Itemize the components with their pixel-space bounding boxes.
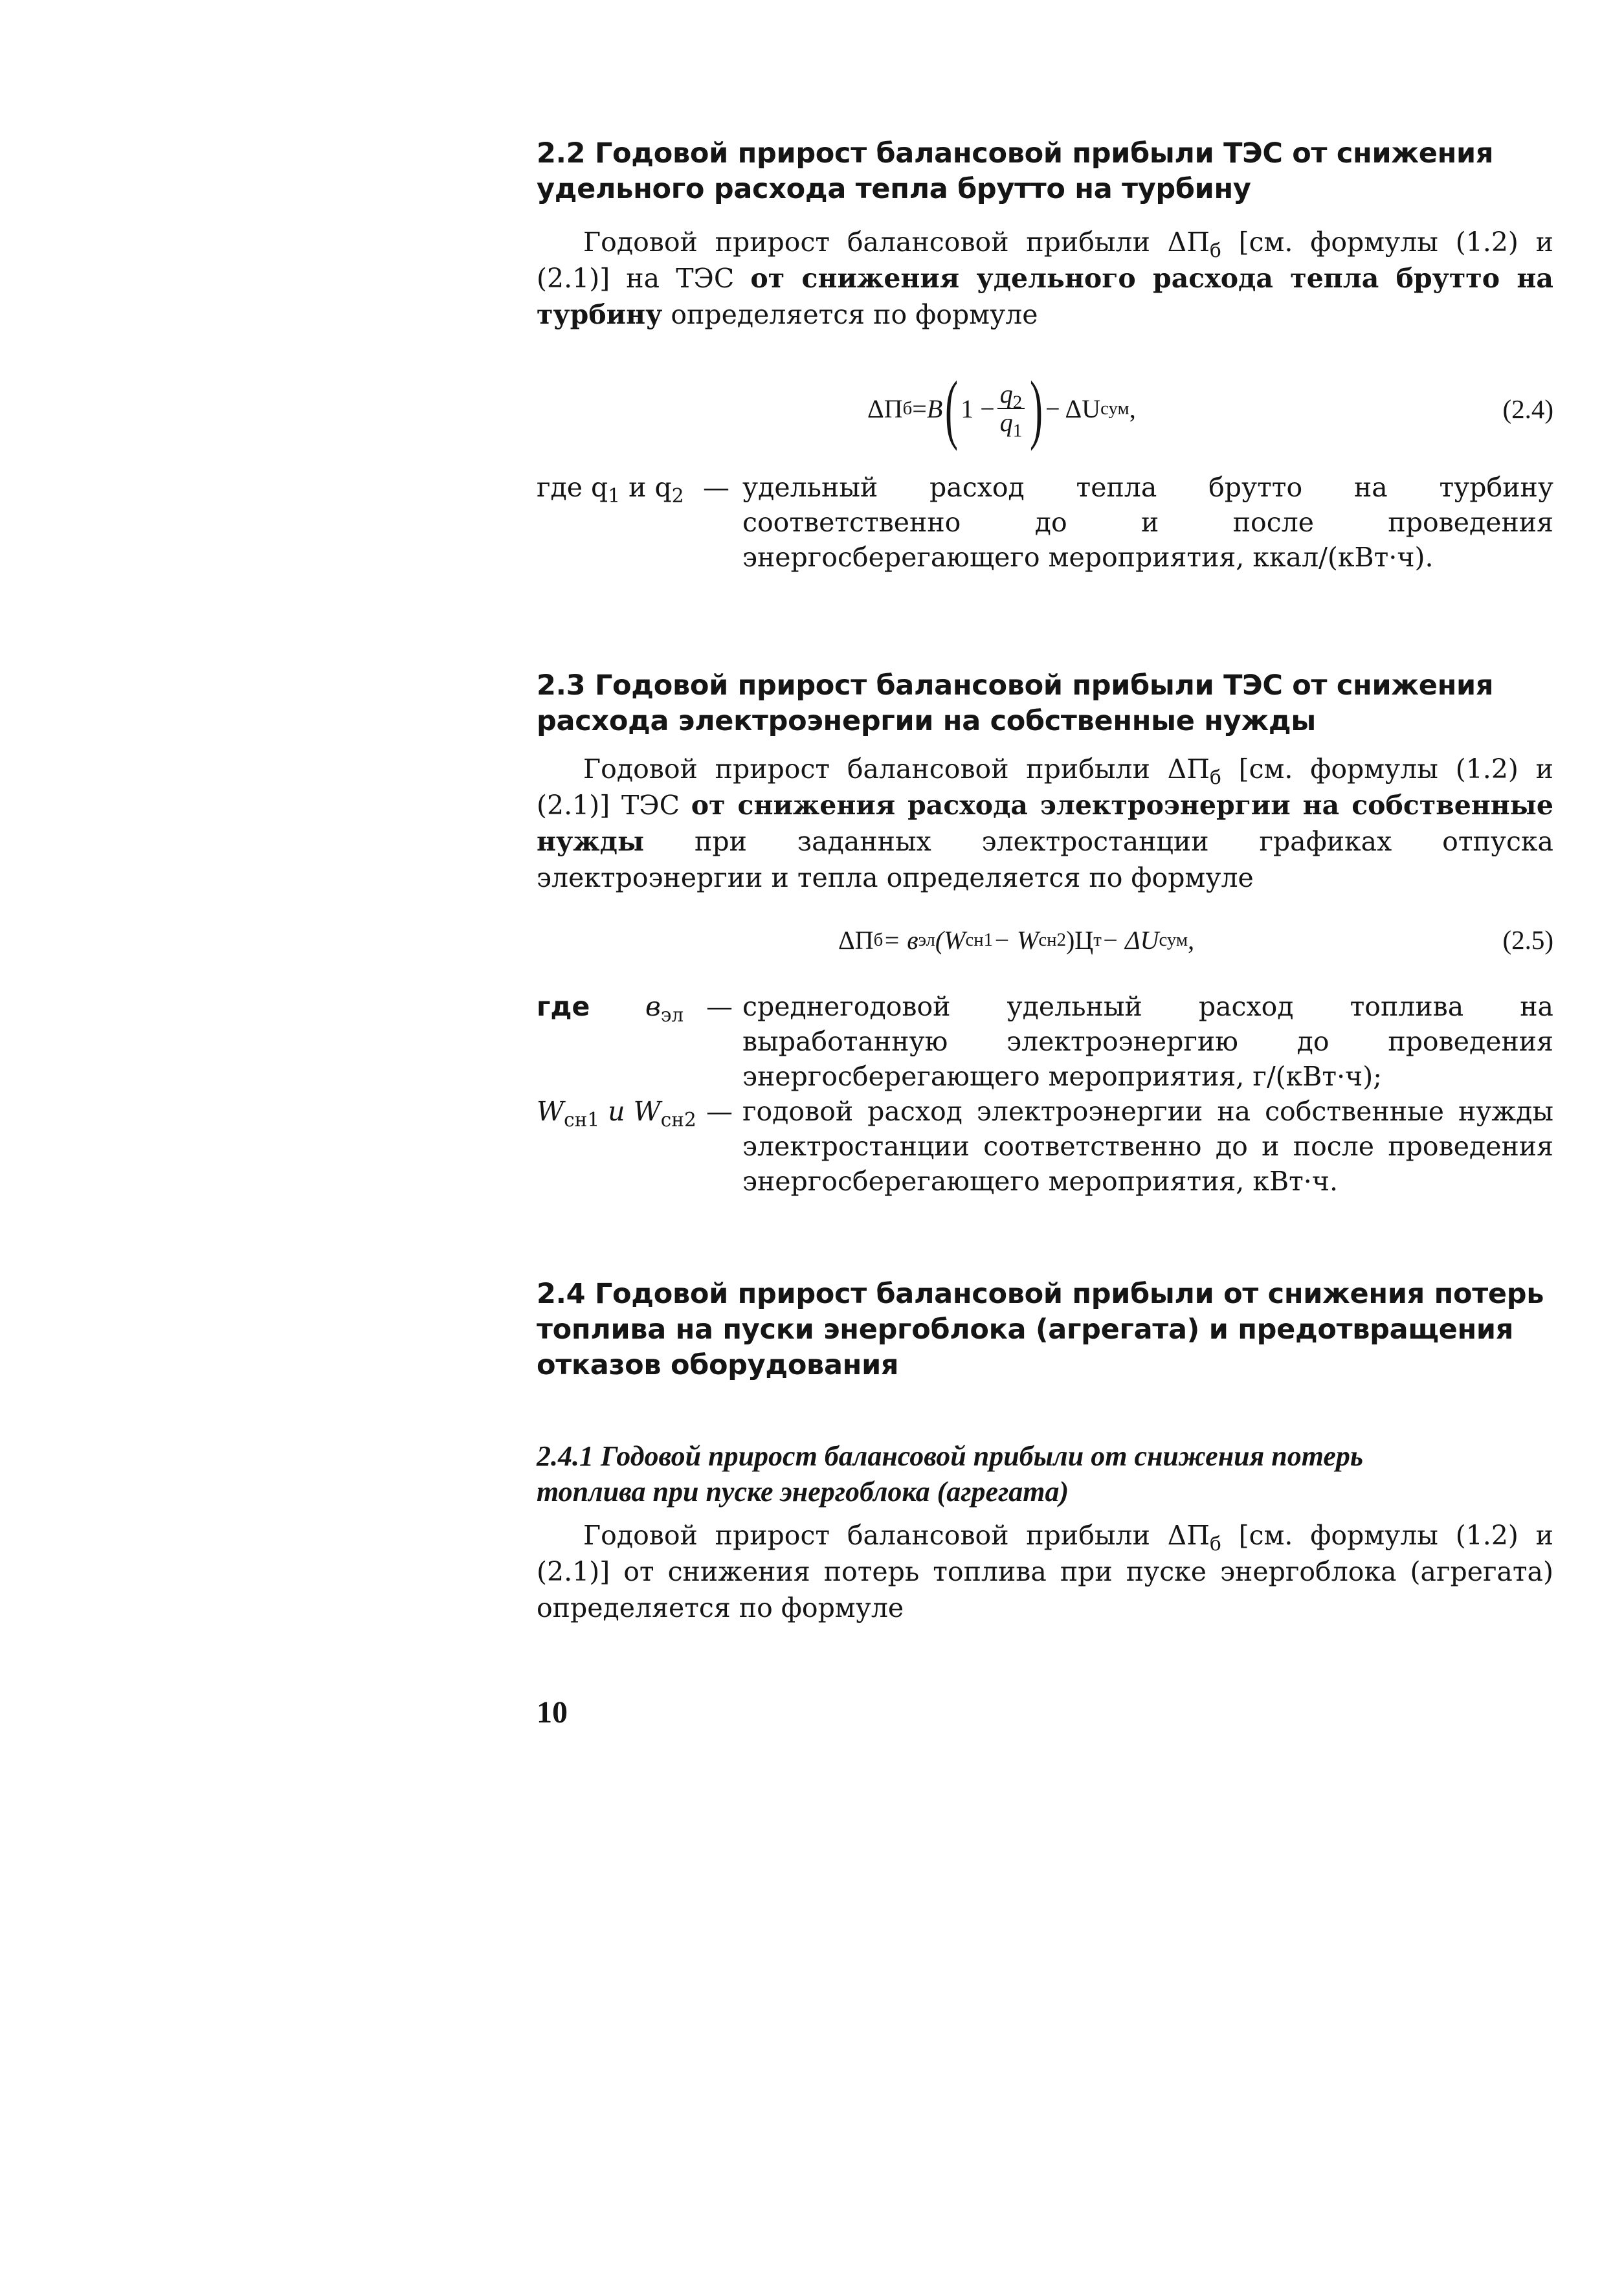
- definition-item: [537, 989, 1553, 1094]
- definition-dash: —: [706, 991, 733, 1022]
- text: при заданных электростанции графиках отпуска электроэнергии и тепла определяется по формуле: [537, 826, 1553, 893]
- fraction-denominator: [997, 408, 1025, 441]
- definition-symbol: $в_{эл}$: [645, 991, 684, 1026]
- text: определяется по формуле: [662, 299, 1038, 330]
- heading-line: 2.4 Годовой прирост балансовой прибыли от снижения потерь: [537, 1278, 1544, 1310]
- formula-2-5: ΔП б = в эл (W сн1 − W сн2 )Ц т − ΔU сум ,: [838, 925, 1195, 955]
- subscript: б: [1210, 1532, 1221, 1555]
- heading-line: удельного расхода тепла брутто на турбину: [537, 173, 1251, 205]
- equation-number: (2.4): [1502, 394, 1553, 424]
- fraction-numerator: [997, 379, 1025, 413]
- section-2-3-heading: [537, 668, 1546, 739]
- subscript: б: [1210, 239, 1221, 262]
- definition-dash: —: [706, 1096, 733, 1127]
- formula-symbol: 1 −: [961, 394, 995, 423]
- text: Годовой прирост балансовой прибыли ΔП: [583, 753, 1210, 785]
- formula-2-4: ΔП б = B ( 1 − $\frac{q_2}{q_1}$ ) − ΔU сум ,: [867, 365, 1136, 451]
- bold-text: от снижения удельного расхода тепла брутто на турбину: [537, 263, 1553, 330]
- definition-term: где $q_1$ и $q_2$: [537, 472, 684, 507]
- heading-line: 2.3 Годовой прирост балансовой прибыли ТЭС от снижения: [537, 669, 1494, 702]
- text: Годовой прирост балансовой прибыли ΔП: [583, 1520, 1210, 1551]
- definition-description: годовой расход электроэнергии на собственные нужды электростанции соответственно до и после проведения энергосберегающего мероприятия, кВт·ч.: [742, 1096, 1553, 1197]
- definition-item: [537, 470, 1553, 575]
- formula-symbol: ΔП: [867, 394, 903, 423]
- subscript: б: [1210, 766, 1221, 788]
- formula-symbol: − ΔU: [1045, 394, 1101, 423]
- section-2-3-paragraph: [537, 751, 1553, 896]
- section-2-4-1-heading: [537, 1438, 1546, 1509]
- heading-line: топлива на пуски энергоблока (агрегата) и предотвращения: [537, 1313, 1514, 1346]
- bold-text: от снижения расхода электроэнергии на собственные нужды: [537, 790, 1553, 857]
- formula-subscript: 2: [1012, 392, 1023, 413]
- definition-description: среднегодовой удельный расход топлива на выработанную электроэнергию до проведения энергосберегающего мероприятия, г/(кВт·ч);: [742, 991, 1553, 1092]
- formula-symbol: q: [999, 408, 1013, 437]
- section-2-4-1-paragraph: [537, 1517, 1553, 1626]
- formula-symbol: q: [999, 379, 1013, 408]
- definition-item: [537, 1094, 1553, 1199]
- text: [см. формулы (1.2) и (2.1)] от снижения потерь топлива при пуске энергоблока (агрегата) определяется по формуле: [537, 1520, 1553, 1623]
- formula-symbol: ΔП: [838, 925, 874, 955]
- text: [см. формулы (1.2) и (2.1)] ТЭС: [537, 753, 1553, 821]
- heading-line: 2.4.1 Годовой прирост балансовой прибыли от снижения потерь: [537, 1440, 1364, 1472]
- formula-symbol: )Ц: [1065, 925, 1094, 955]
- left-paren: (: [945, 365, 959, 451]
- heading-line: 2.2 Годовой прирост балансовой прибыли ТЭС от снижения: [537, 137, 1494, 170]
- definition-list: [537, 989, 1553, 1199]
- definition-description: удельный расход тепла брутто на турбину соответственно до и после проведения энергосберегающего мероприятия, ккал/(кВт·ч).: [742, 472, 1553, 573]
- definition-dash: —: [703, 472, 729, 503]
- fraction: [997, 379, 1025, 441]
- formula-symbol: B: [926, 394, 943, 423]
- formula-symbol: − W: [993, 925, 1039, 955]
- definition-list: [537, 470, 1553, 575]
- heading-line: расхода электроэнергии на собственные нужды: [537, 705, 1316, 737]
- section-2-4-heading: [537, 1276, 1546, 1383]
- text: Годовой прирост балансовой прибыли ΔП: [583, 227, 1210, 258]
- definition-term: $W_{сн1}$ и $W_{сн2}$: [537, 1096, 696, 1131]
- formula-symbol: = в: [883, 925, 918, 955]
- heading-line: топлива при пуске энергоблока (агрегата): [537, 1476, 1069, 1508]
- equation-number: (2.5): [1502, 925, 1553, 955]
- section-2-2-heading: [537, 136, 1546, 207]
- right-paren: ): [1030, 365, 1043, 451]
- text: [см. формулы (1.2) и (2.1)] на ТЭС: [537, 227, 1553, 294]
- formula-subscript: 1: [1012, 420, 1023, 441]
- formula-symbol: − ΔU: [1101, 925, 1159, 955]
- heading-line: отказов оборудования: [537, 1349, 899, 1381]
- section-2-2-paragraph: [537, 224, 1553, 333]
- definition-term: где: [537, 991, 590, 1022]
- page-number: 10: [537, 1695, 568, 1730]
- formula-symbol: =: [912, 394, 927, 423]
- formula-symbol: ,: [1129, 394, 1136, 423]
- formula-symbol: (W: [935, 925, 966, 955]
- formula-symbol: ,: [1188, 925, 1195, 955]
